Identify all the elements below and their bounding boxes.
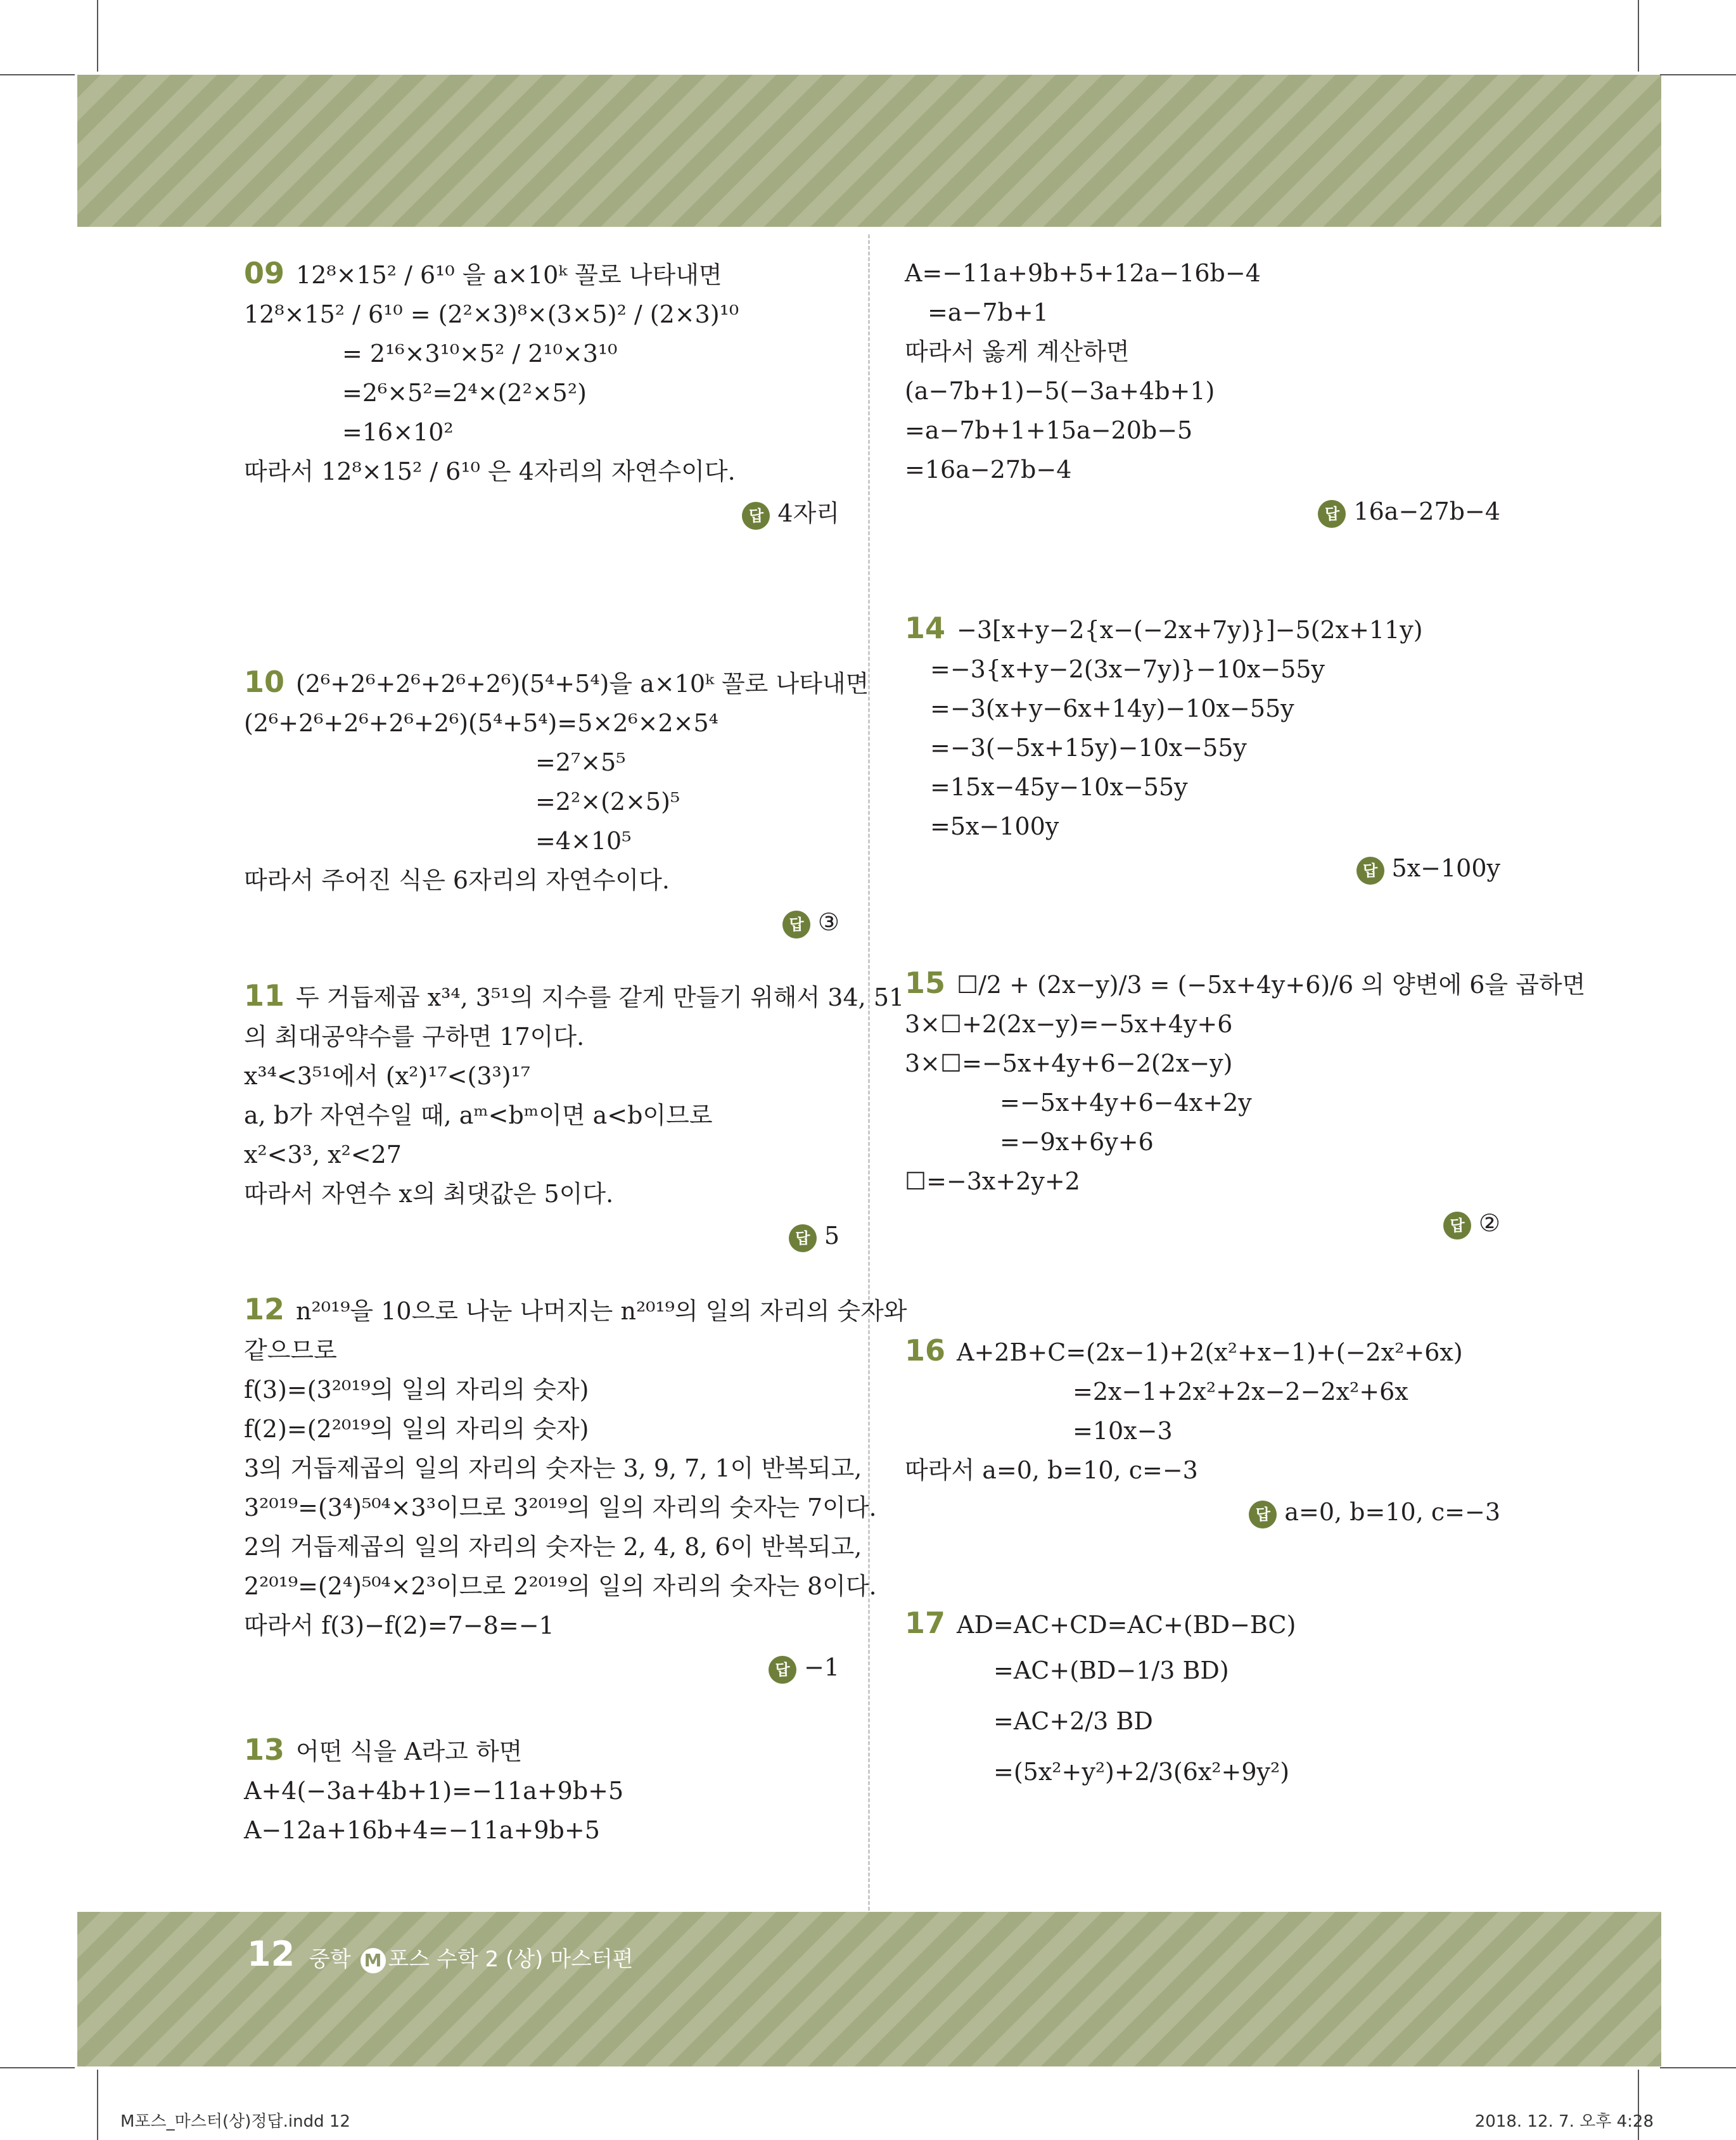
problem-line: 12 n²⁰¹⁹을 10으로 나눈 나머지는 n²⁰¹⁹의 일의 자리의 숫자와 (244, 1292, 907, 1326)
header-band (77, 75, 1661, 227)
left-column (244, 253, 907, 1850)
problem-line: =AC+(BD−1/3 BD) (993, 1656, 1229, 1684)
problem-line: =−3{x+y−2(3x−7y)}−10x−55y (930, 655, 1325, 683)
problem-line: 14 −3[x+y−2{x−(−2x+7y)}]−5(2x+11y) (905, 611, 1423, 645)
answer: 답 ② (905, 1203, 1500, 1243)
problem-line: =−3(x+y−6x+14y)−10x−55y (930, 695, 1294, 722)
problem-line: =2⁶×5²=2⁴×(2²×5²) (342, 379, 587, 407)
problem-line: f(3)=(3²⁰¹⁹의 일의 자리의 숫자) (244, 1376, 589, 1404)
problem-line: 15 ☐/2 + (2x−y)/3 = (−5x+4y+6)/6 의 양변에 6을 곱하면 (905, 966, 1586, 1000)
answer: 답 5 (244, 1216, 839, 1255)
problem-line: =2²×(2×5)⁵ (535, 788, 680, 816)
problem-line: =a−7b+1 (928, 298, 1049, 326)
right-column (905, 253, 1586, 1791)
answer-badge: 답 (1356, 857, 1384, 885)
problem-line: 09 12⁸×15² / 6¹⁰ 을 a×10ᵏ 꼴로 나타내면 (244, 256, 722, 290)
problem-15 (905, 963, 1586, 1331)
problem-14 (905, 608, 1500, 963)
footer-band (77, 1912, 1661, 2066)
page-number: 12 (247, 1934, 295, 1974)
answer-badge: 답 (789, 1224, 817, 1252)
problem-line: A=−11a+9b+5+12a−16b−4 (905, 259, 1261, 287)
problem-line: =16a−27b−4 (905, 456, 1072, 484)
crop-mark (97, 2070, 98, 2140)
crop-mark (0, 74, 75, 75)
problem-line: 11 두 거듭제곱 x³⁴, 3⁵¹의 지수를 같게 만들기 위해서 34, 51 (244, 978, 905, 1013)
problem-line: =16×10² (342, 418, 454, 446)
problem-number: 14 (905, 611, 946, 645)
problem-line: =2⁷×5⁵ (535, 748, 626, 776)
problem-number: 12 (244, 1292, 285, 1326)
problem-13 (244, 1730, 839, 1850)
answer: 답 5x−100y (905, 849, 1500, 888)
problem-13-continued (905, 253, 1500, 608)
m-logo-icon: M (361, 1948, 386, 1973)
crop-mark (1660, 74, 1736, 75)
problem-line: 따라서 f(3)−f(2)=7−8=−1 (244, 1611, 554, 1639)
crop-mark (97, 0, 98, 72)
answer-badge: 답 (1318, 500, 1346, 528)
problem-line: 17 AD=AC+CD=AC+(BD−BC) (905, 1606, 1296, 1640)
problem-number: 10 (244, 665, 285, 699)
problem-11 (244, 976, 905, 1290)
crop-mark (1660, 2067, 1736, 2068)
answer: 답 16a−27b−4 (905, 492, 1500, 531)
problem-10 (244, 662, 869, 976)
answer: 답 ③ (244, 902, 839, 942)
problem-09 (244, 253, 839, 662)
column-divider (868, 234, 870, 1911)
book-title: 중학 M 포스 수학 2 (상) 마스터편 (309, 1947, 634, 1972)
problem-line: 3²⁰¹⁹=(3⁴)⁵⁰⁴×3³이므로 3²⁰¹⁹의 일의 자리의 숫자는 7이다. (244, 1494, 877, 1522)
problem-line: x²<3³, x²<27 (244, 1141, 402, 1169)
problem-line: 3×☐+2(2x−y)=−5x+4y+6 (905, 1010, 1233, 1038)
problem-number: 17 (905, 1606, 946, 1640)
problem-line: ☐=−3x+2y+2 (905, 1167, 1080, 1195)
answer: 답 4자리 (244, 494, 839, 533)
problem-16 (905, 1331, 1500, 1603)
crop-mark (0, 2067, 75, 2068)
problem-line: A−12a+16b+4=−11a+9b+5 (244, 1816, 600, 1844)
problem-line: (2⁶+2⁶+2⁶+2⁶+2⁶)(5⁴+5⁴)=5×2⁶×2×5⁴ (244, 709, 718, 737)
answer-badge: 답 (742, 502, 770, 530)
problem-number: 13 (244, 1733, 285, 1767)
print-file-name: M포스_마스터(상)정답.indd 12 (120, 2112, 350, 2131)
problem-line: 따라서 자연수 x의 최댓값은 5이다. (244, 1180, 614, 1208)
problem-line: =−3(−5x+15y)−10x−55y (930, 734, 1247, 762)
problem-line: =AC+2/3 BD (993, 1707, 1153, 1735)
problem-line: (a−7b+1)−5(−3a+4b+1) (905, 377, 1215, 405)
problem-line: x³⁴<3⁵¹에서 (x²)¹⁷<(3³)¹⁷ (244, 1062, 531, 1090)
problem-line: 같으므로 (244, 1336, 337, 1364)
problem-line: f(2)=(2²⁰¹⁹의 일의 자리의 숫자) (244, 1415, 589, 1443)
problem-line: 16 A+2B+C=(2x−1)+2(x²+x−1)+(−2x²+6x) (905, 1333, 1463, 1368)
problem-line: 3의 거듭제곱의 일의 자리의 숫자는 3, 9, 7, 1이 반복되고, (244, 1454, 862, 1482)
problem-line: 따라서 옳게 계산하면 (905, 338, 1130, 366)
problem-line: =−9x+6y+6 (1000, 1128, 1154, 1156)
problem-12 (244, 1290, 907, 1730)
problem-line: 12⁸×15² / 6¹⁰ = (2²×3)⁸×(3×5)² / (2×3)¹⁰ (244, 300, 739, 328)
print-timestamp: 2018. 12. 7. 오후 4:28 (1474, 2112, 1654, 2131)
problem-line: 2²⁰¹⁹=(2⁴)⁵⁰⁴×2³이므로 2²⁰¹⁹의 일의 자리의 숫자는 8이다. (244, 1572, 877, 1600)
answer: 답 a=0, b=10, c=−3 (905, 1492, 1500, 1532)
problem-line: 따라서 주어진 식은 6자리의 자연수이다. (244, 866, 670, 894)
problem-line: 2의 거듭제곱의 일의 자리의 숫자는 2, 4, 8, 6이 반복되고, (244, 1533, 862, 1561)
problem-line: =a−7b+1+15a−20b−5 (905, 416, 1193, 444)
problem-line: = 2¹⁶×3¹⁰×5² / 2¹⁰×3¹⁰ (342, 340, 618, 368)
answer-badge: 답 (1249, 1501, 1277, 1528)
problem-line: =2x−1+2x²+2x−2−2x²+6x (1073, 1378, 1408, 1406)
problem-line: =5x−100y (930, 812, 1059, 840)
problem-line: =4×10⁵ (535, 827, 632, 855)
problem-17 (905, 1603, 1500, 1791)
problem-line: 3×☐=−5x+4y+6−2(2x−y) (905, 1049, 1233, 1077)
problem-number: 16 (905, 1333, 946, 1368)
problem-line: 따라서 a=0, b=10, c=−3 (905, 1456, 1198, 1484)
crop-mark (1638, 0, 1639, 72)
problem-number: 09 (244, 256, 285, 290)
problem-number: 11 (244, 978, 285, 1013)
problem-line: 따라서 12⁸×15² / 6¹⁰ 은 4자리의 자연수이다. (244, 458, 736, 485)
problem-line: 10 (2⁶+2⁶+2⁶+2⁶+2⁶)(5⁴+5⁴)을 a×10ᵏ 꼴로 나타내면 (244, 665, 869, 699)
answer-badge: 답 (782, 911, 810, 939)
problem-line: A+4(−3a+4b+1)=−11a+9b+5 (244, 1777, 624, 1805)
problem-line: a, b가 자연수일 때, aᵐ<bᵐ이면 a<b이므로 (244, 1101, 713, 1129)
answer-badge: 답 (769, 1656, 796, 1684)
problem-line: 13 어떤 식을 A라고 하면 (244, 1733, 523, 1767)
problem-line: =(5x²+y²)+2/3(6x²+9y²) (993, 1758, 1290, 1786)
problem-line: 의 최대공약수를 구하면 17이다. (244, 1023, 585, 1051)
answer-badge: 답 (1443, 1212, 1471, 1240)
answer: 답 −1 (244, 1648, 839, 1687)
problem-number: 15 (905, 966, 946, 1000)
problem-line: =10x−3 (1073, 1417, 1173, 1445)
problem-line: =15x−45y−10x−55y (930, 773, 1188, 801)
problem-line: =−5x+4y+6−4x+2y (1000, 1089, 1252, 1117)
